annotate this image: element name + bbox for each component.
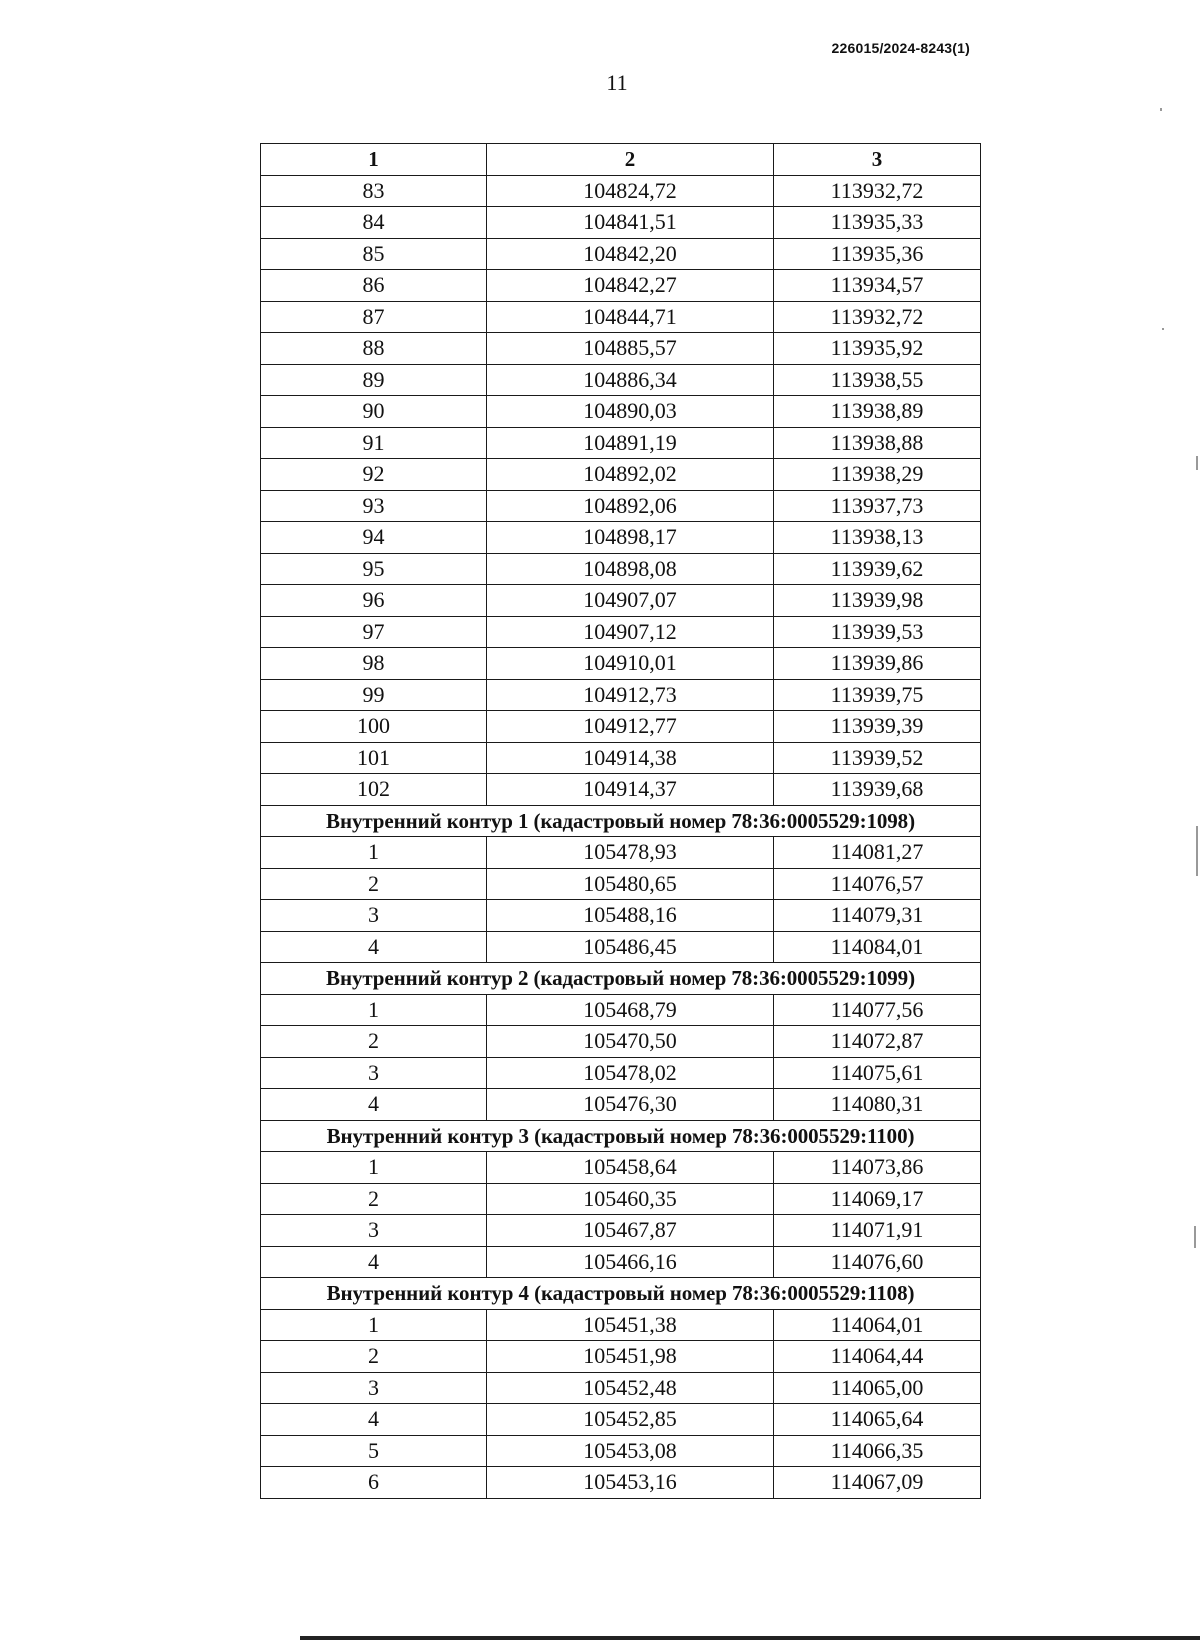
coordinate-x-cell: 105452,85: [487, 1404, 774, 1436]
table-row: [261, 616, 981, 648]
point-number-cell: 3: [261, 1372, 487, 1404]
coordinate-y-cell: 114077,56: [774, 994, 981, 1026]
point-number-cell: 91: [261, 427, 487, 459]
point-number-cell: 87: [261, 301, 487, 333]
point-number-cell: 1: [261, 837, 487, 869]
table-row: [261, 868, 981, 900]
coordinate-x-cell: 105478,93: [487, 837, 774, 869]
coordinate-x-cell: 104898,17: [487, 522, 774, 554]
coordinate-x-cell: 104886,34: [487, 364, 774, 396]
coordinate-y-cell: 113938,88: [774, 427, 981, 459]
coordinate-y-cell: 114072,87: [774, 1026, 981, 1058]
table-row: [261, 994, 981, 1026]
coordinate-x-cell: 105453,16: [487, 1467, 774, 1499]
coordinate-y-cell: 113939,86: [774, 648, 981, 680]
point-number-cell: 86: [261, 270, 487, 302]
table-row: [261, 270, 981, 302]
point-number-cell: 88: [261, 333, 487, 365]
point-number-cell: 3: [261, 1215, 487, 1247]
coordinate-y-cell: 114079,31: [774, 900, 981, 932]
point-number-cell: 94: [261, 522, 487, 554]
coordinate-y-cell: 113939,75: [774, 679, 981, 711]
column-header: 3: [774, 144, 981, 176]
table-row: [261, 1435, 981, 1467]
coordinate-x-cell: 105486,45: [487, 931, 774, 963]
coordinates-table: [260, 143, 981, 1499]
section-header-row: [261, 1278, 981, 1310]
section-header-row: [261, 1120, 981, 1152]
coordinate-y-cell: 113939,53: [774, 616, 981, 648]
coordinate-y-cell: 114076,57: [774, 868, 981, 900]
table-row: [261, 1404, 981, 1436]
point-number-cell: 1: [261, 1309, 487, 1341]
coordinate-y-cell: 113939,98: [774, 585, 981, 617]
section-title: Внутренний контур 1 (кадастровый номер 78:36:0005529:1098): [261, 805, 981, 837]
coordinate-y-cell: 114064,01: [774, 1309, 981, 1341]
coordinate-y-cell: 114064,44: [774, 1341, 981, 1373]
coordinate-y-cell: 114065,00: [774, 1372, 981, 1404]
point-number-cell: 1: [261, 994, 487, 1026]
point-number-cell: 84: [261, 207, 487, 239]
coordinate-x-cell: 104844,71: [487, 301, 774, 333]
point-number-cell: 96: [261, 585, 487, 617]
coordinate-x-cell: 104907,12: [487, 616, 774, 648]
coordinate-x-cell: 104842,27: [487, 270, 774, 302]
table-row: [261, 301, 981, 333]
coordinate-y-cell: 113932,72: [774, 175, 981, 207]
coordinate-x-cell: 104912,73: [487, 679, 774, 711]
point-number-cell: 100: [261, 711, 487, 743]
coordinate-y-cell: 113939,68: [774, 774, 981, 806]
table-row: [261, 333, 981, 365]
point-number-cell: 85: [261, 238, 487, 270]
point-number-cell: 99: [261, 679, 487, 711]
table-row: [261, 742, 981, 774]
coordinate-y-cell: 114065,64: [774, 1404, 981, 1436]
coordinate-x-cell: 104890,03: [487, 396, 774, 428]
coordinate-y-cell: 113935,92: [774, 333, 981, 365]
scan-mark: [1194, 1226, 1196, 1248]
coordinate-x-cell: 104842,20: [487, 238, 774, 270]
point-number-cell: 97: [261, 616, 487, 648]
coordinate-x-cell: 104914,38: [487, 742, 774, 774]
coordinate-y-cell: 114066,35: [774, 1435, 981, 1467]
point-number-cell: 93: [261, 490, 487, 522]
coordinate-y-cell: 114081,27: [774, 837, 981, 869]
coordinate-y-cell: 113932,72: [774, 301, 981, 333]
table-row: [261, 522, 981, 554]
point-number-cell: 5: [261, 1435, 487, 1467]
coordinate-x-cell: 104892,06: [487, 490, 774, 522]
table-row: [261, 1026, 981, 1058]
table-row: [261, 1057, 981, 1089]
document-id: 226015/2024-8243(1): [831, 40, 970, 56]
coordinate-y-cell: 113939,52: [774, 742, 981, 774]
coordinate-y-cell: 113938,89: [774, 396, 981, 428]
point-number-cell: 98: [261, 648, 487, 680]
point-number-cell: 2: [261, 1341, 487, 1373]
table-row: [261, 837, 981, 869]
point-number-cell: 3: [261, 1057, 487, 1089]
coordinate-x-cell: 105458,64: [487, 1152, 774, 1184]
coordinate-x-cell: 105452,48: [487, 1372, 774, 1404]
point-number-cell: 2: [261, 1183, 487, 1215]
bottom-rule: [300, 1636, 1200, 1640]
point-number-cell: 89: [261, 364, 487, 396]
table-header: [261, 144, 981, 176]
coordinate-y-cell: 113938,13: [774, 522, 981, 554]
section-title: Внутренний контур 2 (кадастровый номер 78:36:0005529:1099): [261, 963, 981, 995]
point-number-cell: 4: [261, 1246, 487, 1278]
table-row: [261, 396, 981, 428]
coordinate-y-cell: 113938,29: [774, 459, 981, 491]
point-number-cell: 95: [261, 553, 487, 585]
coordinate-x-cell: 105468,79: [487, 994, 774, 1026]
table-row: [261, 364, 981, 396]
coordinate-x-cell: 104891,19: [487, 427, 774, 459]
point-number-cell: 4: [261, 1089, 487, 1121]
scan-mark: [1196, 456, 1198, 470]
coordinate-x-cell: 105460,35: [487, 1183, 774, 1215]
coordinate-y-cell: 114071,91: [774, 1215, 981, 1247]
table-row: [261, 1152, 981, 1184]
table-row: [261, 711, 981, 743]
point-number-cell: 1: [261, 1152, 487, 1184]
point-number-cell: 102: [261, 774, 487, 806]
point-number-cell: 2: [261, 868, 487, 900]
table-row: [261, 774, 981, 806]
table-row: [261, 679, 981, 711]
section-header-row: [261, 963, 981, 995]
coordinate-y-cell: 114080,31: [774, 1089, 981, 1121]
section-title: Внутренний контур 3 (кадастровый номер 78:36:0005529:1100): [261, 1120, 981, 1152]
coordinate-y-cell: 114075,61: [774, 1057, 981, 1089]
coordinate-x-cell: 105451,38: [487, 1309, 774, 1341]
column-header: 1: [261, 144, 487, 176]
table-row: [261, 585, 981, 617]
coordinate-x-cell: 105488,16: [487, 900, 774, 932]
coordinate-y-cell: 114084,01: [774, 931, 981, 963]
section-header-row: [261, 805, 981, 837]
table-row: [261, 207, 981, 239]
point-number-cell: 2: [261, 1026, 487, 1058]
coordinate-x-cell: 104898,08: [487, 553, 774, 585]
coordinate-y-cell: 113934,57: [774, 270, 981, 302]
table-row: [261, 648, 981, 680]
coordinate-x-cell: 105470,50: [487, 1026, 774, 1058]
coordinate-x-cell: 104914,37: [487, 774, 774, 806]
scan-mark: [1162, 328, 1164, 330]
coordinate-y-cell: 113935,36: [774, 238, 981, 270]
coordinate-x-cell: 104885,57: [487, 333, 774, 365]
table-row: [261, 1183, 981, 1215]
coordinate-y-cell: 114076,60: [774, 1246, 981, 1278]
point-number-cell: 92: [261, 459, 487, 491]
point-number-cell: 4: [261, 1404, 487, 1436]
table-row: [261, 1309, 981, 1341]
coordinate-x-cell: 105467,87: [487, 1215, 774, 1247]
coordinate-x-cell: 105453,08: [487, 1435, 774, 1467]
coordinate-x-cell: 104841,51: [487, 207, 774, 239]
table-row: [261, 490, 981, 522]
coordinate-y-cell: 113938,55: [774, 364, 981, 396]
coordinate-x-cell: 104910,01: [487, 648, 774, 680]
coordinate-y-cell: 114073,86: [774, 1152, 981, 1184]
table-row: [261, 1341, 981, 1373]
header-row: [261, 144, 981, 176]
point-number-cell: 90: [261, 396, 487, 428]
coordinate-x-cell: 105451,98: [487, 1341, 774, 1373]
coordinate-y-cell: 114069,17: [774, 1183, 981, 1215]
coordinate-x-cell: 105466,16: [487, 1246, 774, 1278]
column-header: 2: [487, 144, 774, 176]
coordinate-x-cell: 104892,02: [487, 459, 774, 491]
table-row: [261, 900, 981, 932]
point-number-cell: 83: [261, 175, 487, 207]
coordinate-y-cell: 113935,33: [774, 207, 981, 239]
page-number: 11: [606, 70, 628, 95]
table-row: [261, 1246, 981, 1278]
coordinate-y-cell: 113939,62: [774, 553, 981, 585]
coordinate-y-cell: 113937,73: [774, 490, 981, 522]
coordinate-x-cell: 105478,02: [487, 1057, 774, 1089]
coordinate-x-cell: 105480,65: [487, 868, 774, 900]
table-row: [261, 238, 981, 270]
coordinate-x-cell: 104824,72: [487, 175, 774, 207]
coordinate-x-cell: 104907,07: [487, 585, 774, 617]
table-row: [261, 931, 981, 963]
table-row: [261, 553, 981, 585]
table-row: [261, 1089, 981, 1121]
scan-mark: [1196, 826, 1198, 876]
point-number-cell: 4: [261, 931, 487, 963]
point-number-cell: 101: [261, 742, 487, 774]
table-row: [261, 1467, 981, 1499]
table-row: [261, 459, 981, 491]
section-title: Внутренний контур 4 (кадастровый номер 78:36:0005529:1108): [261, 1278, 981, 1310]
table-row: [261, 1372, 981, 1404]
table-row: [261, 1215, 981, 1247]
table-row: [261, 175, 981, 207]
point-number-cell: 3: [261, 900, 487, 932]
point-number-cell: 6: [261, 1467, 487, 1499]
coordinate-x-cell: 104912,77: [487, 711, 774, 743]
table-body: [261, 175, 981, 1498]
coordinate-y-cell: 114067,09: [774, 1467, 981, 1499]
table-row: [261, 427, 981, 459]
scan-mark: [1160, 108, 1162, 111]
coordinate-y-cell: 113939,39: [774, 711, 981, 743]
coordinate-x-cell: 105476,30: [487, 1089, 774, 1121]
